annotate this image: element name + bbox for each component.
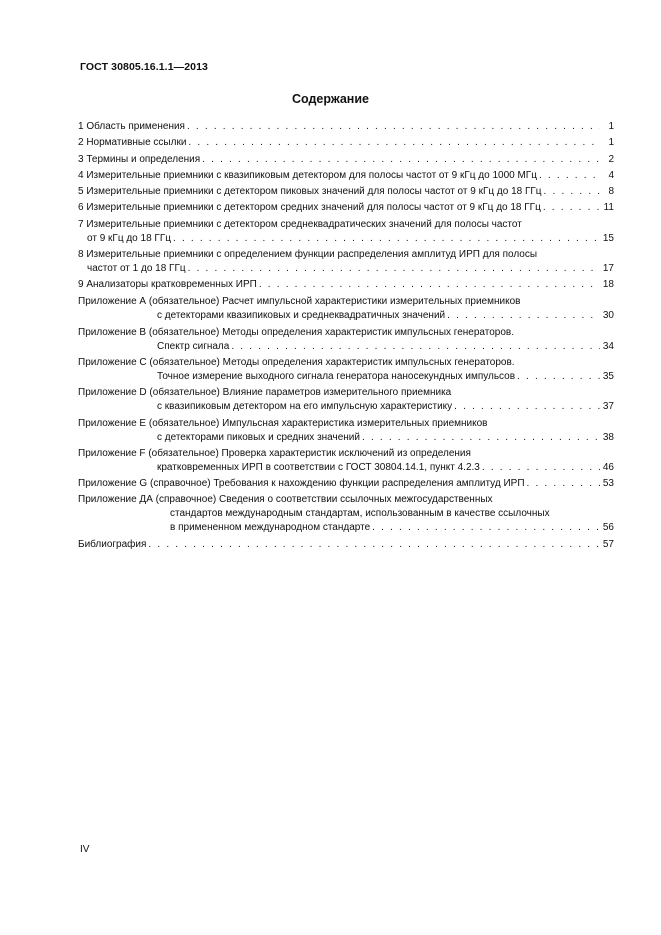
toc-title: Содержание [291,92,369,106]
toc-page-number: 1 [608,137,614,149]
toc-entry-text: 9 Анализаторы кратковременных ИРП [78,279,257,291]
toc-page-number: 37 [602,401,614,413]
toc-entry-text: частот от 1 до 18 ГГц [87,263,186,275]
dot-leader [259,278,600,292]
toc-entry-text: 4 Измерительные приемники с квазипиковым детектором для полосы частот от 9 кГц до 1000 МГц [78,169,537,181]
toc-entry[interactable] [78,248,614,276]
toc-entry-text: 6 Измерительные приемники с детектором средних значений для полосы частот от 9 кГц до 18 ГГц [78,202,541,214]
toc-entry[interactable] [78,447,614,475]
toc-page-number: 46 [602,461,614,473]
toc-entry-text: Приложение F (обязательное) Проверка характеристик исключений из определения [78,447,471,459]
toc-entry[interactable] [78,386,614,414]
toc-entry[interactable] [78,136,614,150]
toc-entry-text: 5 Измерительные приемники с детектором пиковых значений для полосы частот от 9 кГц до 18 ГГц [78,186,542,198]
toc-page-number: 15 [602,232,614,244]
toc-entry[interactable] [78,153,614,167]
toc-entry-text: 1 Область применения [78,121,185,132]
dot-leader [173,232,600,246]
dot-leader [202,153,600,167]
toc-page-number: 57 [602,538,614,550]
toc-entry[interactable] [78,278,614,292]
toc-entry[interactable] [78,169,614,183]
document-code: ГОСТ 30805.16.1.1—2013 [80,61,208,73]
toc-entry-text: Точное измерение выходного сигнала генератора наносекундных импульсов [157,370,516,382]
dot-leader [527,477,600,491]
dot-leader [543,201,600,215]
dot-leader [539,169,600,183]
toc-page-number: 17 [602,263,614,275]
toc-entry-text: Приложение G (справочное) Требования к нахождению функции распределения амплитуд ИРП [78,478,525,490]
toc-page-number: 53 [602,478,614,490]
toc-entry[interactable] [78,538,614,552]
dot-leader [517,370,600,384]
toc-page-number: 34 [602,340,614,352]
toc-entry-text: Спектр сигнала [157,340,230,352]
toc-entry-text: от 9 кГц до 18 ГГц [87,232,171,244]
dot-leader [544,185,600,199]
toc-entry[interactable] [78,493,614,535]
toc-entry[interactable] [78,201,614,215]
toc-entry-text: Приложение D (обязательное) Влияние параметров измерительного приемника [78,387,452,399]
toc-entry-text: Приложение А (обязательное) Расчет импульсной характеристики измерительных приемников [78,296,521,308]
toc-entry[interactable] [78,218,614,246]
dot-leader [447,309,600,323]
toc-page-number: 35 [602,370,614,382]
toc-entry[interactable] [78,356,614,384]
page-number: IV [80,844,90,855]
toc-page-number: 56 [602,522,614,534]
toc-entry-text: Приложение В (обязательное) Методы определения характеристик импульсных генераторов. [78,326,515,338]
toc-entry-text: 3 Термины и определения [78,153,201,165]
toc-entry-text: 7 Измерительные приемники с детектором среднеквадратических значений для полосы частот [78,218,522,230]
dot-leader [372,521,600,535]
toc-page-number: 11 [603,202,614,214]
dot-leader [362,431,600,445]
toc-entry-text: в примененном международном стандарте [170,522,371,534]
toc-page-number: 30 [602,310,614,322]
toc-entry[interactable] [78,326,614,354]
toc-page-number: 4 [608,169,614,181]
toc-entry-text: 8 Измерительные приемники с определением функции распределения амплитуд ИРП для полосы [78,249,538,261]
toc-entry-text: Приложение ДА (справочное) Сведения о соответствии ссылочных межгосударственных [78,494,493,506]
toc-entry-text: 2 Нормативные ссылки [78,137,187,149]
dot-leader [188,262,600,276]
toc-page-number: 1 [608,121,614,132]
toc-entry-text: с детекторами пиковых и средних значений [157,431,360,443]
toc-entry-text: кратковременных ИРП в соответствии с ГОСТ 30804.14.1, пункт 4.2.3 [157,461,480,473]
dot-leader [482,461,600,475]
dot-leader [187,120,600,134]
toc-page-number: 8 [608,186,614,198]
dot-leader [148,538,600,552]
toc-entry-text: Приложение С (обязательное) Методы определения характеристик импульсных генераторов. [78,356,515,368]
toc-page-number: 18 [602,279,614,291]
toc-entry-text: Приложение Е (обязательное) Импульсная характеристика измерительных приемников [78,417,488,429]
toc-page-number: 38 [602,431,614,443]
toc-entry[interactable] [78,417,614,445]
toc-entry-text: Библиография [78,538,147,550]
table-of-contents [78,120,614,554]
toc-entry[interactable] [78,477,614,491]
dot-leader [188,136,600,150]
toc-entry[interactable] [78,295,614,323]
toc-entry[interactable] [78,120,614,134]
dot-leader [454,400,600,414]
toc-entry-text: с детекторами квазипиковых и среднеквадратичных значений [157,310,446,322]
toc-entry[interactable] [78,185,614,199]
toc-page-number: 2 [608,153,614,165]
dot-leader [231,340,600,354]
toc-entry-text: стандартов международным стандартам, использованным в качестве ссылочных [170,508,550,520]
toc-entry-text: с квазипиковым детектором на его импульсную характеристику [157,401,453,413]
